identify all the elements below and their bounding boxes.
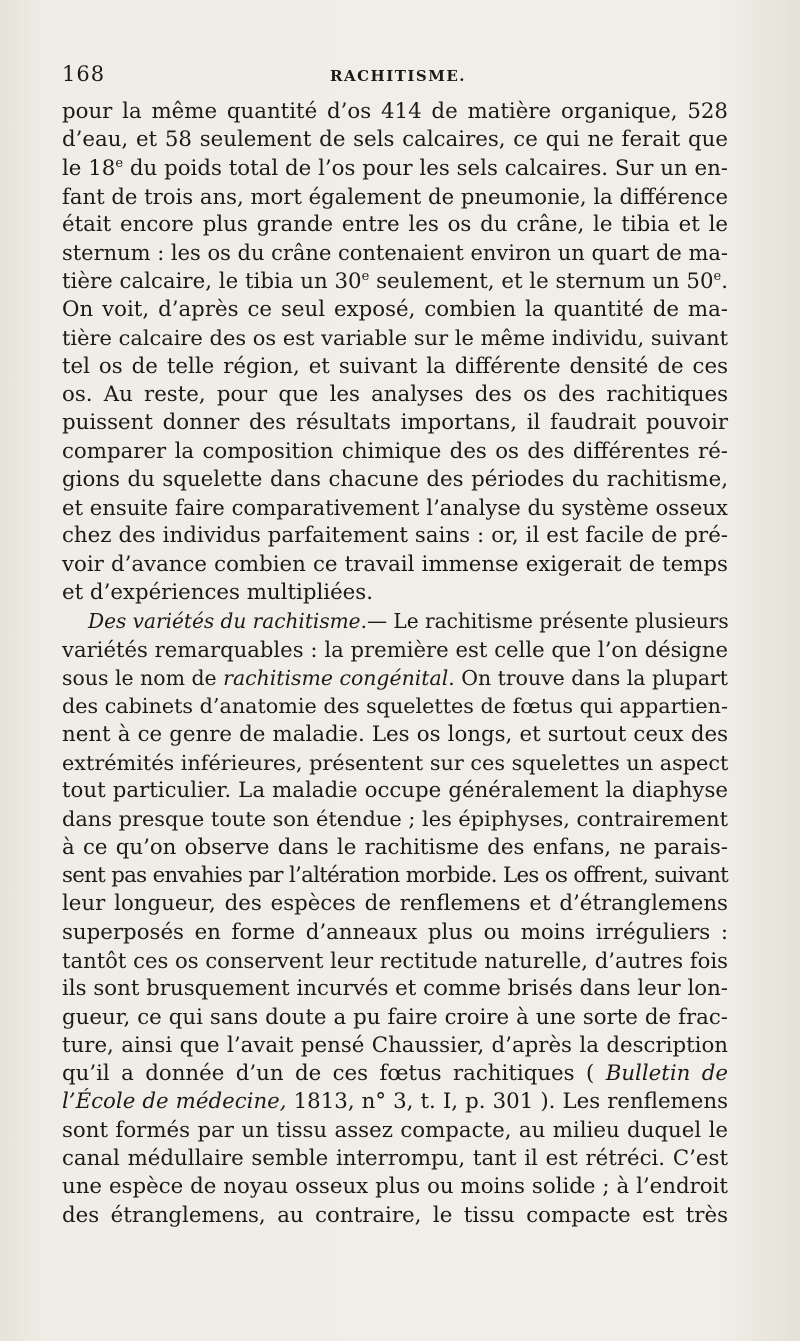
text-line: tière calcaire des os est variable sur le même individu, suivant	[62, 326, 728, 351]
running-head: RACHITISME.	[330, 67, 467, 85]
body-text	[62, 98, 728, 1230]
text-line: l’École de médecine, 1813, n° 3, t. I, p. 301 ). Les renflemens	[62, 1089, 728, 1115]
text-line: ils sont brusquement incurvés et comme brisés dans leur lon-	[62, 976, 728, 1002]
text-line: qu’il a donnée d’un de ces fœtus rachitiques ( Bulletin de	[62, 1061, 728, 1087]
text-line: sont formés par un tissu assez compacte, au milieu duquel le	[62, 1117, 728, 1143]
page-number: 168	[62, 62, 106, 86]
text-line: variétés remarquables : la première est celle que l’on désigne	[62, 636, 728, 662]
text-line: des cabinets d’anatomie des squelettes de fœtus qui appartien-	[62, 694, 728, 719]
text-line: une espèce de noyau osseux plus ou moins solide ; à l’endroit	[62, 1174, 728, 1200]
text-line: fant de trois ans, mort également de pneumonie, la différence	[62, 183, 728, 209]
text-line: canal médullaire semble interrompu, tant il est rétréci. C’est	[62, 1145, 728, 1171]
text-line: pour la même quantité d’os 414 de matière organique, 528	[62, 99, 728, 124]
text-line: ture, ainsi que l’avait pensé Chaussier, d’après la description	[62, 1032, 728, 1058]
text-line: d’eau, et 58 seulement de sels calcaires, ce qui ne ferait que	[62, 127, 728, 153]
text-line: gueur, ce qui sans doute a pu faire croire à une sorte de frac-	[62, 1004, 728, 1030]
text-line: puissent donner des résultats importans, il faudrait pouvoir	[62, 410, 728, 436]
text-line: le 18e du poids total de l’os pour les sels calcaires. Sur un en-	[62, 155, 728, 181]
text-line: On voit, d’après ce seul exposé, combien la quantité de ma-	[62, 297, 728, 323]
text-line: tantôt ces os conservent leur rectitude naturelle, d’autres fois	[62, 947, 728, 973]
text-line: leur longueur, des espèces de renflemens et d’étranglemens	[62, 891, 728, 917]
text-line: à ce qu’on observe dans le rachitisme des enfans, ne parais-	[62, 834, 728, 860]
text-line: tel os de telle région, et suivant la différente densité de ces	[62, 353, 728, 379]
text-line: sous le nom de rachitisme congénital. On trouve dans la plupart	[62, 665, 728, 690]
text-line: comparer la composition chimique des os des différentes ré-	[62, 438, 728, 464]
text-line: gions du squelette dans chacune des périodes du rachitisme,	[62, 466, 728, 492]
text-line: voir d’avance combien ce travail immense exigerait de temps	[62, 551, 728, 577]
page-header	[62, 62, 740, 92]
text-line: était encore plus grande entre les os du crâne, le tibia et le	[62, 212, 728, 238]
text-line: des étranglemens, au contraire, le tissu compacte est très	[62, 1202, 728, 1228]
text-line: tout particulier. La maladie occupe généralement la diaphyse	[62, 778, 728, 804]
text-line: extrémités inférieures, présentent sur ces squelettes un aspect	[62, 750, 729, 775]
section-heading: Des variétés du rachitisme.	[88, 609, 367, 634]
text-line: tière calcaire, le tibia un 30e seulement, et le sternum un 50e.	[62, 268, 728, 294]
text-line: superposés en forme d’anneaux plus ou moins irréguliers :	[62, 919, 728, 945]
text-line: et ensuite faire comparativement l’analyse du système osseux	[62, 495, 728, 521]
text-line: chez des individus parfaitement sains : or, il est facile de pré-	[62, 523, 728, 549]
section-heading-line: Des variétés du rachitisme.— Le rachitisme présente plusieurs	[88, 609, 729, 634]
text-line: sternum : les os du crâne contenaient environ un quart de ma-	[62, 241, 728, 266]
text-line: os. Au reste, pour que les analyses des os des rachitiques	[62, 381, 728, 407]
text-line: sent pas envahies par l’altération morbide. Les os offrent, suivant	[62, 863, 728, 889]
text-line: dans presque toute son étendue ; les épiphyses, contrairement	[62, 807, 728, 832]
text-line: et d’expériences multipliées.	[62, 580, 373, 606]
text-line: nent à ce genre de maladie. Les os longs, et surtout ceux des	[62, 721, 728, 747]
